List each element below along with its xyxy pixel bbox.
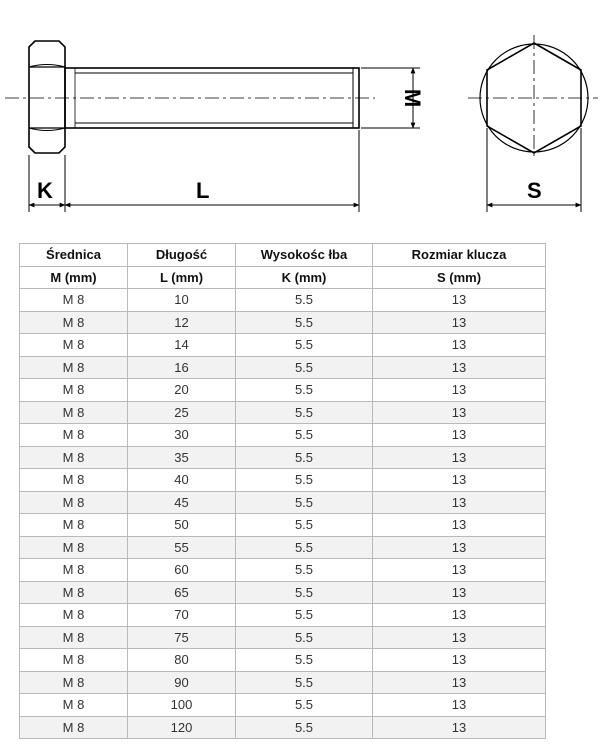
table-row <box>20 469 546 492</box>
cell-wrench-size: 13 <box>373 649 546 672</box>
cell-head-height: 5.5 <box>236 536 373 559</box>
cell-diameter: M 8 <box>20 716 128 739</box>
cell-wrench-size: 13 <box>373 289 546 312</box>
cell-wrench-size: 13 <box>373 469 546 492</box>
table-row <box>20 491 546 514</box>
cell-length: 16 <box>128 356 236 379</box>
cell-length: 35 <box>128 446 236 469</box>
cell-diameter: M 8 <box>20 649 128 672</box>
cell-length: 70 <box>128 604 236 627</box>
cell-diameter: M 8 <box>20 424 128 447</box>
cell-diameter: M 8 <box>20 694 128 717</box>
cell-wrench-size: 13 <box>373 334 546 357</box>
cell-length: 12 <box>128 311 236 334</box>
cell-diameter: M 8 <box>20 671 128 694</box>
header-head-height-unit: K (mm) <box>236 266 373 289</box>
cell-length: 30 <box>128 424 236 447</box>
header-length-unit: L (mm) <box>128 266 236 289</box>
table-row <box>20 334 546 357</box>
cell-wrench-size: 13 <box>373 716 546 739</box>
cell-diameter: M 8 <box>20 356 128 379</box>
cell-head-height: 5.5 <box>236 289 373 312</box>
dim-label-l: L <box>196 178 210 203</box>
cell-wrench-size: 13 <box>373 694 546 717</box>
cell-wrench-size: 13 <box>373 356 546 379</box>
cell-wrench-size: 13 <box>373 424 546 447</box>
table-row <box>20 446 546 469</box>
dim-label-s: S <box>527 178 542 203</box>
table-row <box>20 311 546 334</box>
cell-diameter: M 8 <box>20 311 128 334</box>
table-row <box>20 559 546 582</box>
header-row-names <box>20 244 546 267</box>
table-row <box>20 401 546 424</box>
dim-label-k: K <box>37 178 53 203</box>
cell-head-height: 5.5 <box>236 356 373 379</box>
cell-length: 65 <box>128 581 236 604</box>
header-head-height: Wysokośc łba <box>236 244 373 267</box>
header-length: Długość <box>128 244 236 267</box>
cell-head-height: 5.5 <box>236 491 373 514</box>
cell-length: 14 <box>128 334 236 357</box>
cell-length: 90 <box>128 671 236 694</box>
cell-length: 40 <box>128 469 236 492</box>
cell-length: 25 <box>128 401 236 424</box>
header-diameter: Średnica <box>20 244 128 267</box>
table-row <box>20 694 546 717</box>
table-row <box>20 671 546 694</box>
cell-head-height: 5.5 <box>236 716 373 739</box>
cell-head-height: 5.5 <box>236 694 373 717</box>
bolt-side-view <box>29 41 359 153</box>
dim-label-m: M <box>400 88 425 108</box>
cell-head-height: 5.5 <box>236 401 373 424</box>
cell-diameter: M 8 <box>20 604 128 627</box>
cell-diameter: M 8 <box>20 559 128 582</box>
cell-head-height: 5.5 <box>236 469 373 492</box>
table-body <box>20 289 546 739</box>
cell-length: 55 <box>128 536 236 559</box>
cell-length: 120 <box>128 716 236 739</box>
cell-head-height: 5.5 <box>236 604 373 627</box>
cell-wrench-size: 13 <box>373 491 546 514</box>
header-wrench-size-unit: S (mm) <box>373 266 546 289</box>
cell-head-height: 5.5 <box>236 311 373 334</box>
table-row <box>20 356 546 379</box>
table-row <box>20 514 546 537</box>
cell-wrench-size: 13 <box>373 536 546 559</box>
bolt-head <box>29 41 65 153</box>
cell-head-height: 5.5 <box>236 424 373 447</box>
cell-wrench-size: 13 <box>373 514 546 537</box>
cell-diameter: M 8 <box>20 289 128 312</box>
cell-wrench-size: 13 <box>373 581 546 604</box>
dimension-l <box>65 130 359 212</box>
cell-diameter: M 8 <box>20 626 128 649</box>
cell-head-height: 5.5 <box>236 581 373 604</box>
cell-length: 60 <box>128 559 236 582</box>
header-row-units <box>20 266 546 289</box>
cell-head-height: 5.5 <box>236 671 373 694</box>
table-row <box>20 536 546 559</box>
table-row <box>20 289 546 312</box>
cell-length: 45 <box>128 491 236 514</box>
table-row <box>20 424 546 447</box>
cell-diameter: M 8 <box>20 514 128 537</box>
cell-head-height: 5.5 <box>236 446 373 469</box>
cell-head-height: 5.5 <box>236 514 373 537</box>
table-row <box>20 379 546 402</box>
bolt-technical-drawing <box>0 0 600 230</box>
cell-diameter: M 8 <box>20 446 128 469</box>
cell-length: 10 <box>128 289 236 312</box>
cell-wrench-size: 13 <box>373 379 546 402</box>
cell-diameter: M 8 <box>20 581 128 604</box>
cell-head-height: 5.5 <box>236 649 373 672</box>
header-wrench-size: Rozmiar klucza <box>373 244 546 267</box>
table-row <box>20 649 546 672</box>
cell-length: 80 <box>128 649 236 672</box>
cell-head-height: 5.5 <box>236 334 373 357</box>
cell-wrench-size: 13 <box>373 671 546 694</box>
table-row <box>20 604 546 627</box>
cell-wrench-size: 13 <box>373 401 546 424</box>
cell-length: 20 <box>128 379 236 402</box>
cell-diameter: M 8 <box>20 536 128 559</box>
cell-length: 100 <box>128 694 236 717</box>
cell-diameter: M 8 <box>20 379 128 402</box>
cell-wrench-size: 13 <box>373 559 546 582</box>
cell-diameter: M 8 <box>20 401 128 424</box>
cell-diameter: M 8 <box>20 469 128 492</box>
bolt-dimensions-table <box>19 243 546 739</box>
cell-length: 50 <box>128 514 236 537</box>
table-row <box>20 581 546 604</box>
cell-length: 75 <box>128 626 236 649</box>
cell-head-height: 5.5 <box>236 379 373 402</box>
cell-wrench-size: 13 <box>373 311 546 334</box>
cell-wrench-size: 13 <box>373 604 546 627</box>
cell-diameter: M 8 <box>20 491 128 514</box>
cell-head-height: 5.5 <box>236 626 373 649</box>
table-row <box>20 626 546 649</box>
cell-wrench-size: 13 <box>373 446 546 469</box>
cell-head-height: 5.5 <box>236 559 373 582</box>
cell-diameter: M 8 <box>20 334 128 357</box>
table-row <box>20 716 546 739</box>
header-diameter-unit: M (mm) <box>20 266 128 289</box>
cell-wrench-size: 13 <box>373 626 546 649</box>
